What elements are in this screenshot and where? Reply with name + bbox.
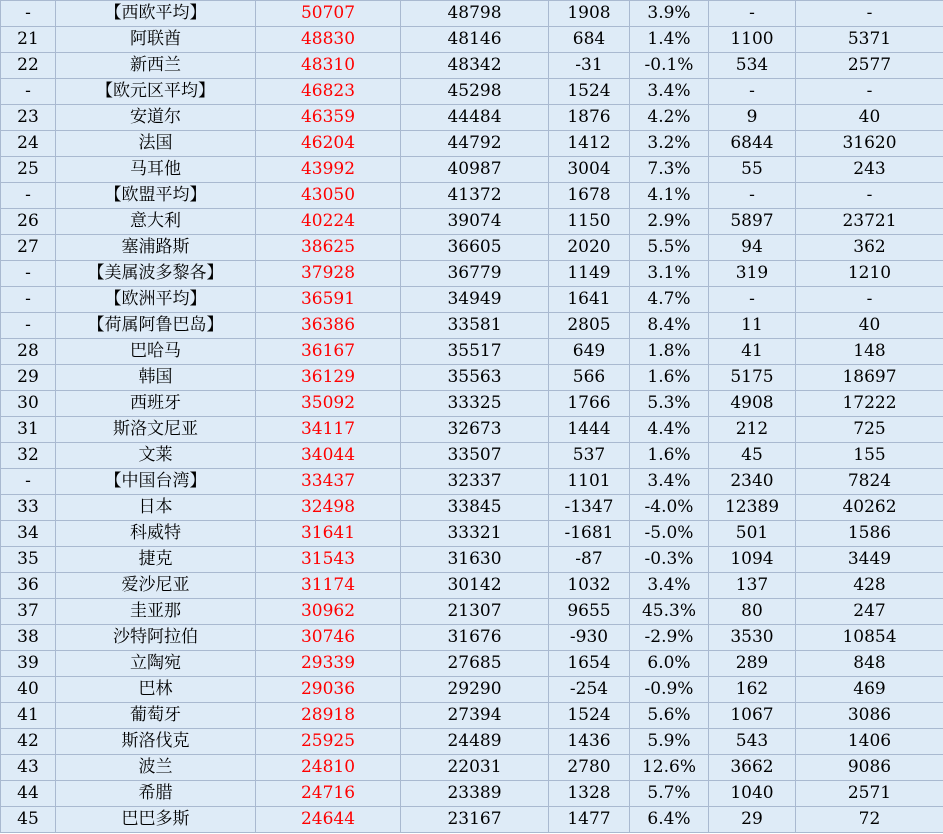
prev-value-cell: 32673: [401, 417, 549, 443]
change-cell: 2020: [549, 235, 630, 261]
change-cell: -930: [549, 625, 630, 651]
country-cell: 圭亚那: [56, 599, 256, 625]
change-cell: 1328: [549, 781, 630, 807]
gdp-cell: 24644: [256, 807, 401, 833]
prev-value-cell: 27685: [401, 651, 549, 677]
prev-value-cell: 41372: [401, 183, 549, 209]
rank-cell: 25: [1, 157, 56, 183]
gdp-cell: 31174: [256, 573, 401, 599]
table-row: [1, 677, 943, 703]
change-cell: 1477: [549, 807, 630, 833]
growth-cell: 1.4%: [630, 27, 709, 53]
rank-cell: 29: [1, 365, 56, 391]
gdp-cell: 43050: [256, 183, 401, 209]
value-a-cell: 1100: [709, 27, 796, 53]
value-b-cell: -: [796, 183, 943, 209]
prev-value-cell: 40987: [401, 157, 549, 183]
gdp-cell: 36591: [256, 287, 401, 313]
gdp-cell: 50707: [256, 1, 401, 27]
gdp-cell: 38625: [256, 235, 401, 261]
value-b-cell: 72: [796, 807, 943, 833]
value-b-cell: 3449: [796, 547, 943, 573]
change-cell: 1150: [549, 209, 630, 235]
growth-cell: 3.1%: [630, 261, 709, 287]
value-b-cell: 17222: [796, 391, 943, 417]
table-row: [1, 79, 943, 105]
country-cell: 斯洛伐克: [56, 729, 256, 755]
value-a-cell: 3530: [709, 625, 796, 651]
value-a-cell: -: [709, 1, 796, 27]
prev-value-cell: 34949: [401, 287, 549, 313]
gdp-cell: 35092: [256, 391, 401, 417]
change-cell: 649: [549, 339, 630, 365]
rank-cell: 44: [1, 781, 56, 807]
prev-value-cell: 33321: [401, 521, 549, 547]
gdp-cell: 31641: [256, 521, 401, 547]
table-row: [1, 339, 943, 365]
value-a-cell: 94: [709, 235, 796, 261]
country-cell: 希腊: [56, 781, 256, 807]
growth-cell: 3.4%: [630, 573, 709, 599]
rank-cell: 45: [1, 807, 56, 833]
change-cell: -1681: [549, 521, 630, 547]
growth-cell: 4.2%: [630, 105, 709, 131]
country-cell: 科威特: [56, 521, 256, 547]
value-a-cell: 55: [709, 157, 796, 183]
gdp-cell: 43992: [256, 157, 401, 183]
rank-cell: 28: [1, 339, 56, 365]
rank-cell: 34: [1, 521, 56, 547]
growth-cell: 4.1%: [630, 183, 709, 209]
country-cell: 巴哈马: [56, 339, 256, 365]
country-cell: 韩国: [56, 365, 256, 391]
prev-value-cell: 44792: [401, 131, 549, 157]
change-cell: 566: [549, 365, 630, 391]
growth-cell: 3.2%: [630, 131, 709, 157]
change-cell: 1412: [549, 131, 630, 157]
change-cell: 9655: [549, 599, 630, 625]
gdp-cell: 33437: [256, 469, 401, 495]
table-row: [1, 573, 943, 599]
country-cell: 阿联酋: [56, 27, 256, 53]
value-b-cell: 469: [796, 677, 943, 703]
rank-cell: -: [1, 79, 56, 105]
gdp-cell: 32498: [256, 495, 401, 521]
value-b-cell: 2577: [796, 53, 943, 79]
rank-cell: 37: [1, 599, 56, 625]
change-cell: 1654: [549, 651, 630, 677]
rank-cell: 39: [1, 651, 56, 677]
table-row: [1, 651, 943, 677]
rank-cell: 23: [1, 105, 56, 131]
country-cell: 【中国台湾】: [56, 469, 256, 495]
gdp-cell: 36167: [256, 339, 401, 365]
table-row: [1, 183, 943, 209]
prev-value-cell: 36779: [401, 261, 549, 287]
prev-value-cell: 29290: [401, 677, 549, 703]
change-cell: 1641: [549, 287, 630, 313]
change-cell: -87: [549, 547, 630, 573]
rank-cell: 42: [1, 729, 56, 755]
table-row: [1, 157, 943, 183]
table-row: [1, 287, 943, 313]
country-cell: 安道尔: [56, 105, 256, 131]
gdp-cell: 46204: [256, 131, 401, 157]
value-a-cell: 319: [709, 261, 796, 287]
rank-cell: 43: [1, 755, 56, 781]
value-b-cell: 1210: [796, 261, 943, 287]
table-row: [1, 27, 943, 53]
table-body: [1, 1, 943, 833]
value-b-cell: 848: [796, 651, 943, 677]
gdp-cell: 25925: [256, 729, 401, 755]
rank-cell: -: [1, 287, 56, 313]
table-row: [1, 417, 943, 443]
growth-cell: 8.4%: [630, 313, 709, 339]
rank-cell: 21: [1, 27, 56, 53]
change-cell: -254: [549, 677, 630, 703]
change-cell: 1876: [549, 105, 630, 131]
change-cell: 1444: [549, 417, 630, 443]
country-cell: 意大利: [56, 209, 256, 235]
change-cell: 1524: [549, 79, 630, 105]
prev-value-cell: 35563: [401, 365, 549, 391]
growth-cell: 5.6%: [630, 703, 709, 729]
prev-value-cell: 23389: [401, 781, 549, 807]
rank-cell: 22: [1, 53, 56, 79]
change-cell: 3004: [549, 157, 630, 183]
growth-cell: 5.3%: [630, 391, 709, 417]
table-row: [1, 131, 943, 157]
prev-value-cell: 32337: [401, 469, 549, 495]
value-b-cell: -: [796, 1, 943, 27]
country-cell: 巴巴多斯: [56, 807, 256, 833]
growth-cell: 3.4%: [630, 79, 709, 105]
gdp-cell: 34044: [256, 443, 401, 469]
gdp-cell: 37928: [256, 261, 401, 287]
value-b-cell: 428: [796, 573, 943, 599]
value-a-cell: 80: [709, 599, 796, 625]
growth-cell: -0.1%: [630, 53, 709, 79]
prev-value-cell: 39074: [401, 209, 549, 235]
change-cell: -31: [549, 53, 630, 79]
rank-cell: 30: [1, 391, 56, 417]
value-a-cell: 1094: [709, 547, 796, 573]
gdp-cell: 30962: [256, 599, 401, 625]
value-a-cell: 534: [709, 53, 796, 79]
country-cell: 马耳他: [56, 157, 256, 183]
gdp-cell: 24716: [256, 781, 401, 807]
growth-cell: 1.8%: [630, 339, 709, 365]
prev-value-cell: 22031: [401, 755, 549, 781]
prev-value-cell: 33325: [401, 391, 549, 417]
growth-cell: 4.4%: [630, 417, 709, 443]
value-a-cell: 212: [709, 417, 796, 443]
country-cell: 葡萄牙: [56, 703, 256, 729]
table-row: [1, 547, 943, 573]
table-row: [1, 703, 943, 729]
growth-cell: -4.0%: [630, 495, 709, 521]
gdp-cell: 40224: [256, 209, 401, 235]
table-row: [1, 443, 943, 469]
value-a-cell: 4908: [709, 391, 796, 417]
country-cell: 【荷属阿鲁巴岛】: [56, 313, 256, 339]
rank-cell: 32: [1, 443, 56, 469]
value-b-cell: -: [796, 79, 943, 105]
change-cell: 1149: [549, 261, 630, 287]
value-b-cell: 148: [796, 339, 943, 365]
country-cell: 【欧盟平均】: [56, 183, 256, 209]
country-cell: 新西兰: [56, 53, 256, 79]
rank-cell: 35: [1, 547, 56, 573]
table-row: [1, 729, 943, 755]
country-cell: 日本: [56, 495, 256, 521]
value-a-cell: 5175: [709, 365, 796, 391]
gdp-cell: 48310: [256, 53, 401, 79]
country-cell: 法国: [56, 131, 256, 157]
prev-value-cell: 33845: [401, 495, 549, 521]
country-cell: 捷克: [56, 547, 256, 573]
table-row: [1, 495, 943, 521]
value-a-cell: -: [709, 79, 796, 105]
country-cell: 【欧元区平均】: [56, 79, 256, 105]
rank-cell: -: [1, 469, 56, 495]
table-row: [1, 755, 943, 781]
table-row: [1, 625, 943, 651]
table-row: [1, 365, 943, 391]
growth-cell: 7.3%: [630, 157, 709, 183]
gdp-cell: 29036: [256, 677, 401, 703]
value-a-cell: 6844: [709, 131, 796, 157]
value-b-cell: 1586: [796, 521, 943, 547]
growth-cell: 6.4%: [630, 807, 709, 833]
value-a-cell: 137: [709, 573, 796, 599]
growth-cell: 3.9%: [630, 1, 709, 27]
gdp-cell: 34117: [256, 417, 401, 443]
change-cell: 1101: [549, 469, 630, 495]
value-b-cell: 247: [796, 599, 943, 625]
prev-value-cell: 33581: [401, 313, 549, 339]
prev-value-cell: 48146: [401, 27, 549, 53]
value-b-cell: 3086: [796, 703, 943, 729]
table-row: [1, 53, 943, 79]
gdp-cell: 46359: [256, 105, 401, 131]
growth-cell: -0.3%: [630, 547, 709, 573]
growth-cell: 3.4%: [630, 469, 709, 495]
rank-cell: 40: [1, 677, 56, 703]
value-a-cell: 2340: [709, 469, 796, 495]
value-a-cell: 289: [709, 651, 796, 677]
value-a-cell: 162: [709, 677, 796, 703]
rank-cell: -: [1, 261, 56, 287]
value-a-cell: 9: [709, 105, 796, 131]
country-cell: 巴林: [56, 677, 256, 703]
value-a-cell: 41: [709, 339, 796, 365]
table-row: [1, 521, 943, 547]
value-a-cell: 543: [709, 729, 796, 755]
table-row: [1, 105, 943, 131]
growth-cell: -0.9%: [630, 677, 709, 703]
gdp-cell: 36129: [256, 365, 401, 391]
growth-cell: -5.0%: [630, 521, 709, 547]
value-b-cell: 2571: [796, 781, 943, 807]
prev-value-cell: 44484: [401, 105, 549, 131]
value-b-cell: 9086: [796, 755, 943, 781]
change-cell: 2805: [549, 313, 630, 339]
value-b-cell: 40: [796, 105, 943, 131]
country-cell: 塞浦路斯: [56, 235, 256, 261]
prev-value-cell: 33507: [401, 443, 549, 469]
prev-value-cell: 27394: [401, 703, 549, 729]
country-cell: 【美属波多黎各】: [56, 261, 256, 287]
value-a-cell: 45: [709, 443, 796, 469]
gdp-cell: 46823: [256, 79, 401, 105]
gdp-cell: 36386: [256, 313, 401, 339]
value-b-cell: -: [796, 287, 943, 313]
country-cell: 立陶宛: [56, 651, 256, 677]
value-b-cell: 23721: [796, 209, 943, 235]
value-b-cell: 40: [796, 313, 943, 339]
table-row: [1, 391, 943, 417]
table-row: [1, 313, 943, 339]
table-row: [1, 469, 943, 495]
growth-cell: 2.9%: [630, 209, 709, 235]
rank-cell: 24: [1, 131, 56, 157]
prev-value-cell: 45298: [401, 79, 549, 105]
change-cell: 684: [549, 27, 630, 53]
prev-value-cell: 30142: [401, 573, 549, 599]
value-b-cell: 40262: [796, 495, 943, 521]
value-b-cell: 18697: [796, 365, 943, 391]
value-a-cell: 12389: [709, 495, 796, 521]
growth-cell: 12.6%: [630, 755, 709, 781]
value-b-cell: 7824: [796, 469, 943, 495]
change-cell: 1908: [549, 1, 630, 27]
value-a-cell: 29: [709, 807, 796, 833]
gdp-cell: 48830: [256, 27, 401, 53]
growth-cell: 5.5%: [630, 235, 709, 261]
table-row: [1, 781, 943, 807]
country-cell: 文莱: [56, 443, 256, 469]
growth-cell: 5.7%: [630, 781, 709, 807]
value-b-cell: 155: [796, 443, 943, 469]
prev-value-cell: 36605: [401, 235, 549, 261]
growth-cell: 5.9%: [630, 729, 709, 755]
change-cell: -1347: [549, 495, 630, 521]
growth-cell: 1.6%: [630, 365, 709, 391]
table-row: [1, 599, 943, 625]
value-a-cell: 1040: [709, 781, 796, 807]
change-cell: 537: [549, 443, 630, 469]
prev-value-cell: 31676: [401, 625, 549, 651]
prev-value-cell: 24489: [401, 729, 549, 755]
value-b-cell: 1406: [796, 729, 943, 755]
change-cell: 1436: [549, 729, 630, 755]
gdp-cell: 30746: [256, 625, 401, 651]
value-b-cell: 725: [796, 417, 943, 443]
table-row: [1, 1, 943, 27]
change-cell: 1678: [549, 183, 630, 209]
change-cell: 1524: [549, 703, 630, 729]
rank-cell: -: [1, 313, 56, 339]
value-b-cell: 10854: [796, 625, 943, 651]
value-a-cell: 501: [709, 521, 796, 547]
growth-cell: 4.7%: [630, 287, 709, 313]
gdp-cell: 28918: [256, 703, 401, 729]
change-cell: 1032: [549, 573, 630, 599]
rank-cell: 31: [1, 417, 56, 443]
rank-cell: 41: [1, 703, 56, 729]
value-a-cell: -: [709, 287, 796, 313]
change-cell: 2780: [549, 755, 630, 781]
growth-cell: 1.6%: [630, 443, 709, 469]
value-a-cell: 3662: [709, 755, 796, 781]
table-row: [1, 807, 943, 833]
prev-value-cell: 31630: [401, 547, 549, 573]
prev-value-cell: 48342: [401, 53, 549, 79]
prev-value-cell: 23167: [401, 807, 549, 833]
rank-cell: 26: [1, 209, 56, 235]
value-a-cell: 5897: [709, 209, 796, 235]
country-cell: 【欧洲平均】: [56, 287, 256, 313]
country-cell: 波兰: [56, 755, 256, 781]
country-cell: 斯洛文尼亚: [56, 417, 256, 443]
value-b-cell: 362: [796, 235, 943, 261]
country-cell: 沙特阿拉伯: [56, 625, 256, 651]
gdp-cell: 24810: [256, 755, 401, 781]
rank-cell: 38: [1, 625, 56, 651]
value-a-cell: -: [709, 183, 796, 209]
prev-value-cell: 48798: [401, 1, 549, 27]
prev-value-cell: 35517: [401, 339, 549, 365]
value-a-cell: 11: [709, 313, 796, 339]
gdp-cell: 29339: [256, 651, 401, 677]
prev-value-cell: 21307: [401, 599, 549, 625]
rank-cell: -: [1, 1, 56, 27]
growth-cell: 6.0%: [630, 651, 709, 677]
country-cell: 【西欧平均】: [56, 1, 256, 27]
table-row: [1, 261, 943, 287]
growth-cell: -2.9%: [630, 625, 709, 651]
rank-cell: -: [1, 183, 56, 209]
rank-cell: 27: [1, 235, 56, 261]
country-cell: 爱沙尼亚: [56, 573, 256, 599]
table-row: [1, 209, 943, 235]
country-cell: 西班牙: [56, 391, 256, 417]
value-b-cell: 243: [796, 157, 943, 183]
table-row: [1, 235, 943, 261]
gdp-cell: 31543: [256, 547, 401, 573]
change-cell: 1766: [549, 391, 630, 417]
value-b-cell: 31620: [796, 131, 943, 157]
rank-cell: 33: [1, 495, 56, 521]
rank-cell: 36: [1, 573, 56, 599]
value-b-cell: 5371: [796, 27, 943, 53]
value-a-cell: 1067: [709, 703, 796, 729]
growth-cell: 45.3%: [630, 599, 709, 625]
